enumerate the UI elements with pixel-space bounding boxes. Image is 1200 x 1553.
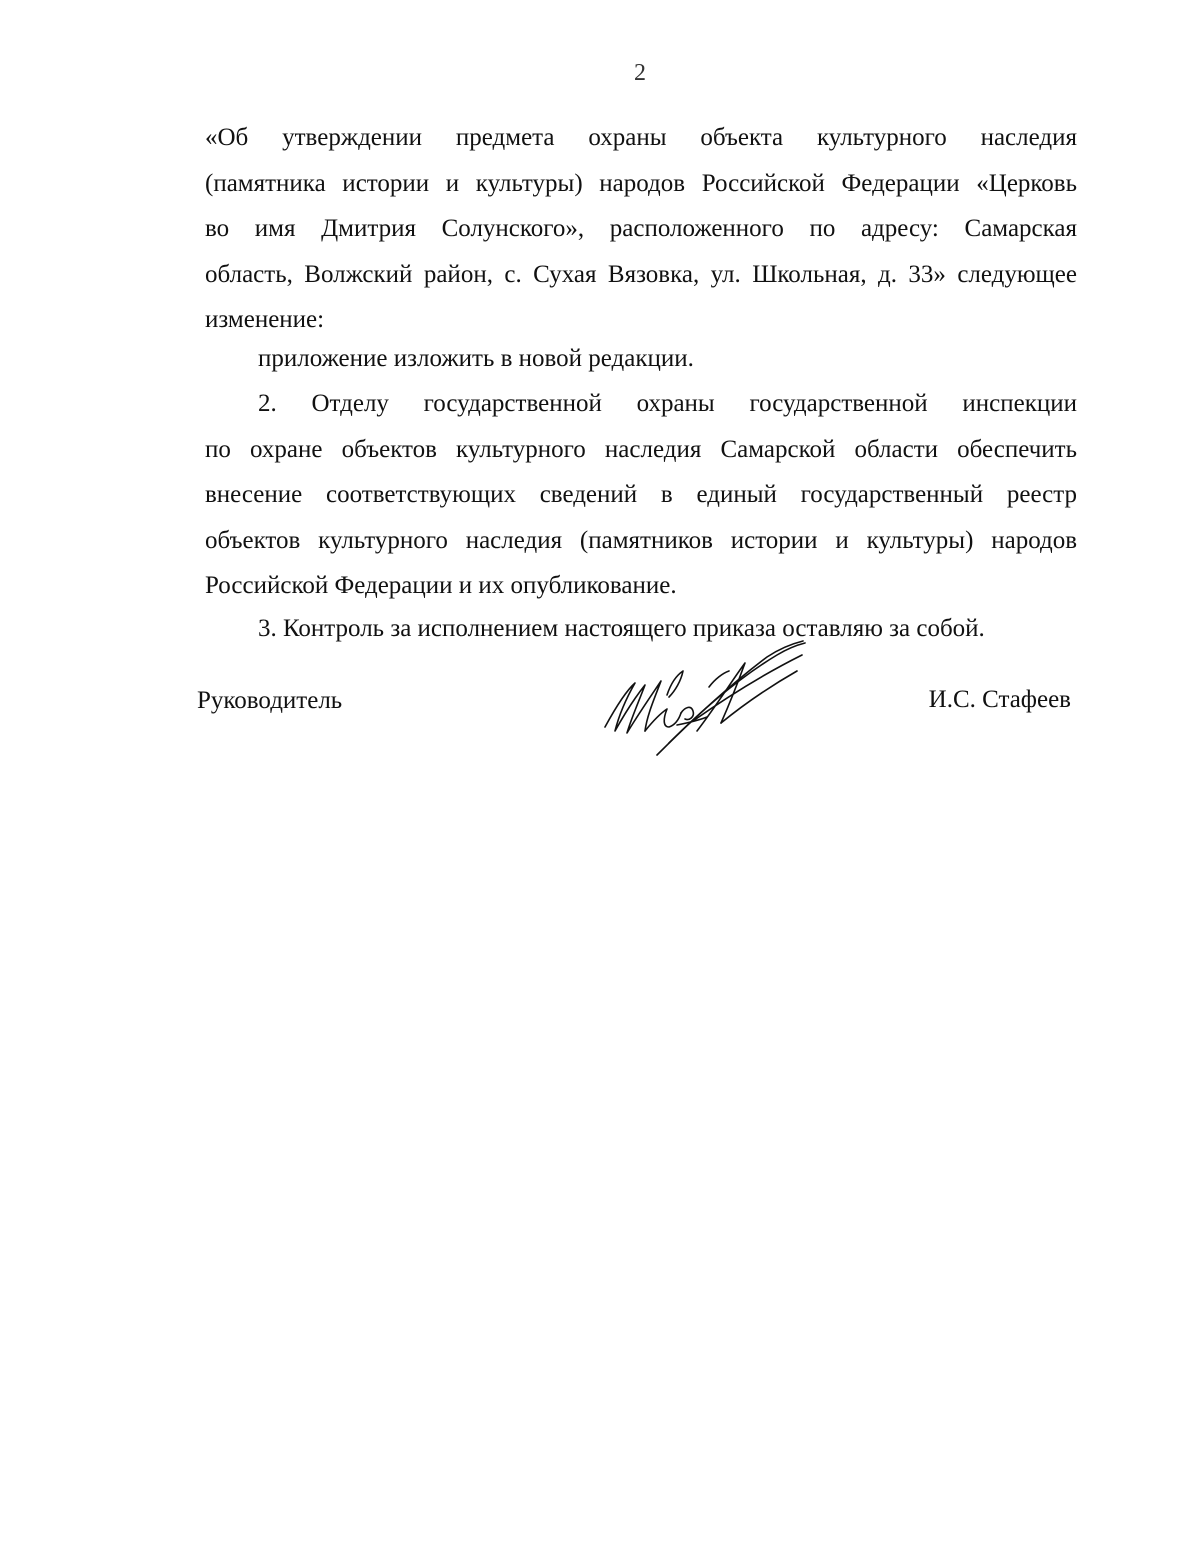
paragraph-decree-title	[205, 115, 1077, 343]
handwritten-signature-icon	[597, 635, 817, 765]
text-line: Российской Федерации и их опубликование.	[205, 572, 677, 599]
signer-name: И.С. Стафеев	[928, 686, 1071, 713]
text-line: объектов культурного наследия (памятников истории и культуры) народов	[205, 526, 1077, 554]
text-line: (памятника истории и культуры) народов Российской Федерации «Церковь	[205, 169, 1077, 197]
text-line: приложение изложить в новой редакции.	[258, 345, 694, 372]
page-number: 2	[634, 60, 646, 86]
text-line: по охране объектов культурного наследия Самарской области обеспечить	[205, 435, 1077, 463]
paragraph-appendix-change	[205, 336, 1077, 382]
text-line: изменение:	[205, 306, 325, 333]
text-line: 2. Отделу государственной охраны государственной инспекции	[258, 390, 1077, 417]
text-line: во имя Дмитрия Солунского», расположенного по адресу: Самарская	[205, 215, 1077, 242]
text-line: область, Волжский район, с. Сухая Вязовка, ул. Школьная, д. 33» следующее	[205, 260, 1077, 288]
text-line: 3. Контроль за исполнением настоящего приказа оставляю за собой.	[258, 615, 985, 642]
signature-block	[197, 680, 1077, 780]
text-line: «Об утверждении предмета охраны объекта культурного наследия	[205, 124, 1077, 151]
paragraph-item-2	[205, 381, 1077, 609]
signer-position: Руководитель	[197, 687, 343, 714]
text-line: внесение соответствующих сведений в единый государственный реестр	[205, 481, 1077, 508]
